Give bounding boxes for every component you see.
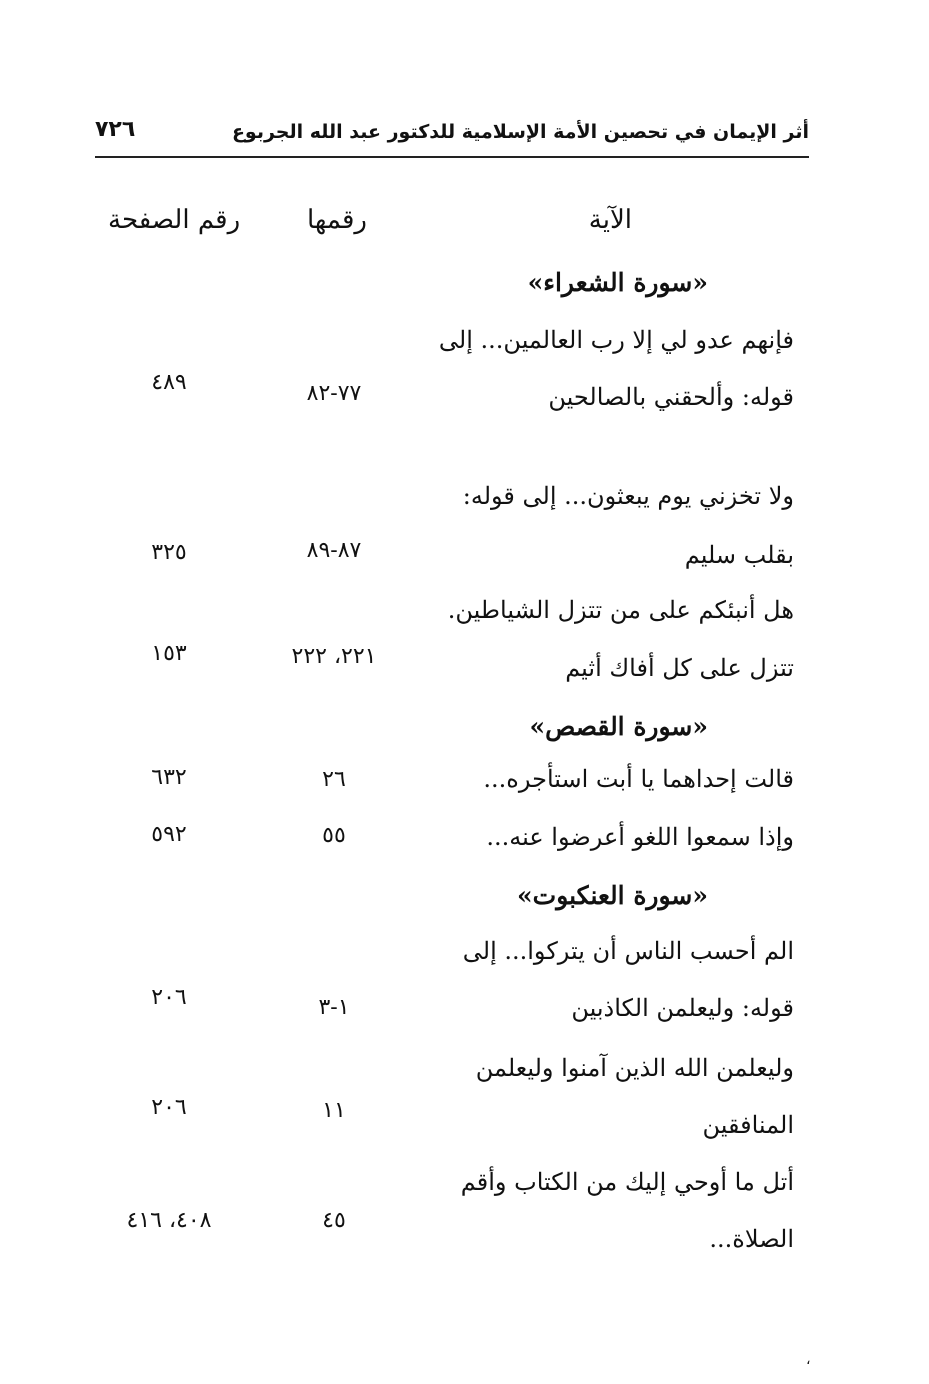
verse-number: ٨٧-٨٩ [306, 538, 362, 563]
page-reference: ٤٨٩ [151, 370, 187, 395]
verse-number: ٢٢١، ٢٢٢ [291, 644, 377, 669]
column-header-number: رقمها [307, 205, 367, 235]
column-header-page: رقم الصفحة [108, 205, 241, 235]
verse-line: المنافقين [702, 1111, 794, 1139]
footer-mark: ، [806, 1352, 811, 1368]
surah-heading: «سورة العنكبوت» [517, 881, 708, 910]
page-number: ٧٢٦ [95, 117, 136, 142]
verse-number: ١-٣ [318, 995, 350, 1020]
verse-line: فإنهم عدو لي إلا رب العالمين... إلى [438, 326, 794, 354]
verse-line: قوله: وليعلمن الكاذبين [571, 994, 794, 1022]
verse-line: ولا تخزني يوم يبعثون... إلى قوله: [462, 482, 794, 510]
page-reference: ٥٩٢ [151, 822, 187, 847]
verse-number: ٧٧-٨٢ [306, 381, 362, 406]
verse-line: وإذا سمعوا اللغو أعرضوا عنه... [486, 823, 794, 851]
page-reference: ٣٢٥ [151, 540, 187, 565]
verse-line: أتل ما أوحي إليك من الكتاب وأقم [460, 1168, 794, 1196]
page-reference: ٦٣٢ [151, 765, 187, 790]
page-reference: ٢٠٦ [151, 985, 187, 1010]
verse-line: هل أنبئكم على من تتزل الشياطين. [447, 596, 794, 624]
page-reference: ٢٠٦ [151, 1095, 187, 1120]
verse-line: الصلاة... [709, 1225, 794, 1253]
running-header [95, 115, 809, 155]
verse-line: الم أحسب الناس أن يتركوا... إلى [462, 937, 794, 965]
column-header-aya: الآية [588, 205, 632, 235]
verse-line: قالت إحداهما يا أبت استأجره... [483, 765, 794, 793]
surah-heading: «سورة الشعراء» [527, 268, 708, 297]
verse-line: تتزل على كل أفاك أثيم [565, 654, 794, 682]
page-reference: ٤٠٨، ٤١٦ [126, 1208, 212, 1233]
verse-line: قوله: وألحقني بالصالحين [548, 383, 794, 411]
verse-line: وليعلمن الله الذين آمنوا وليعلمن [475, 1054, 794, 1082]
verse-number: ٢٦ [322, 767, 346, 792]
verse-number: ٥٥ [322, 823, 346, 848]
verse-number: ١١ [322, 1098, 346, 1123]
surah-heading: «سورة القصص» [529, 712, 708, 741]
page-reference: ١٥٣ [151, 641, 187, 666]
verse-number: ٤٥ [322, 1208, 346, 1233]
verse-line: بقلب سليم [684, 541, 794, 569]
book-title: أثر الإيمان في تحصين الأمة الإسلامية للدكتور عبد الله الجربوع [231, 121, 809, 143]
header-rule [95, 156, 809, 158]
